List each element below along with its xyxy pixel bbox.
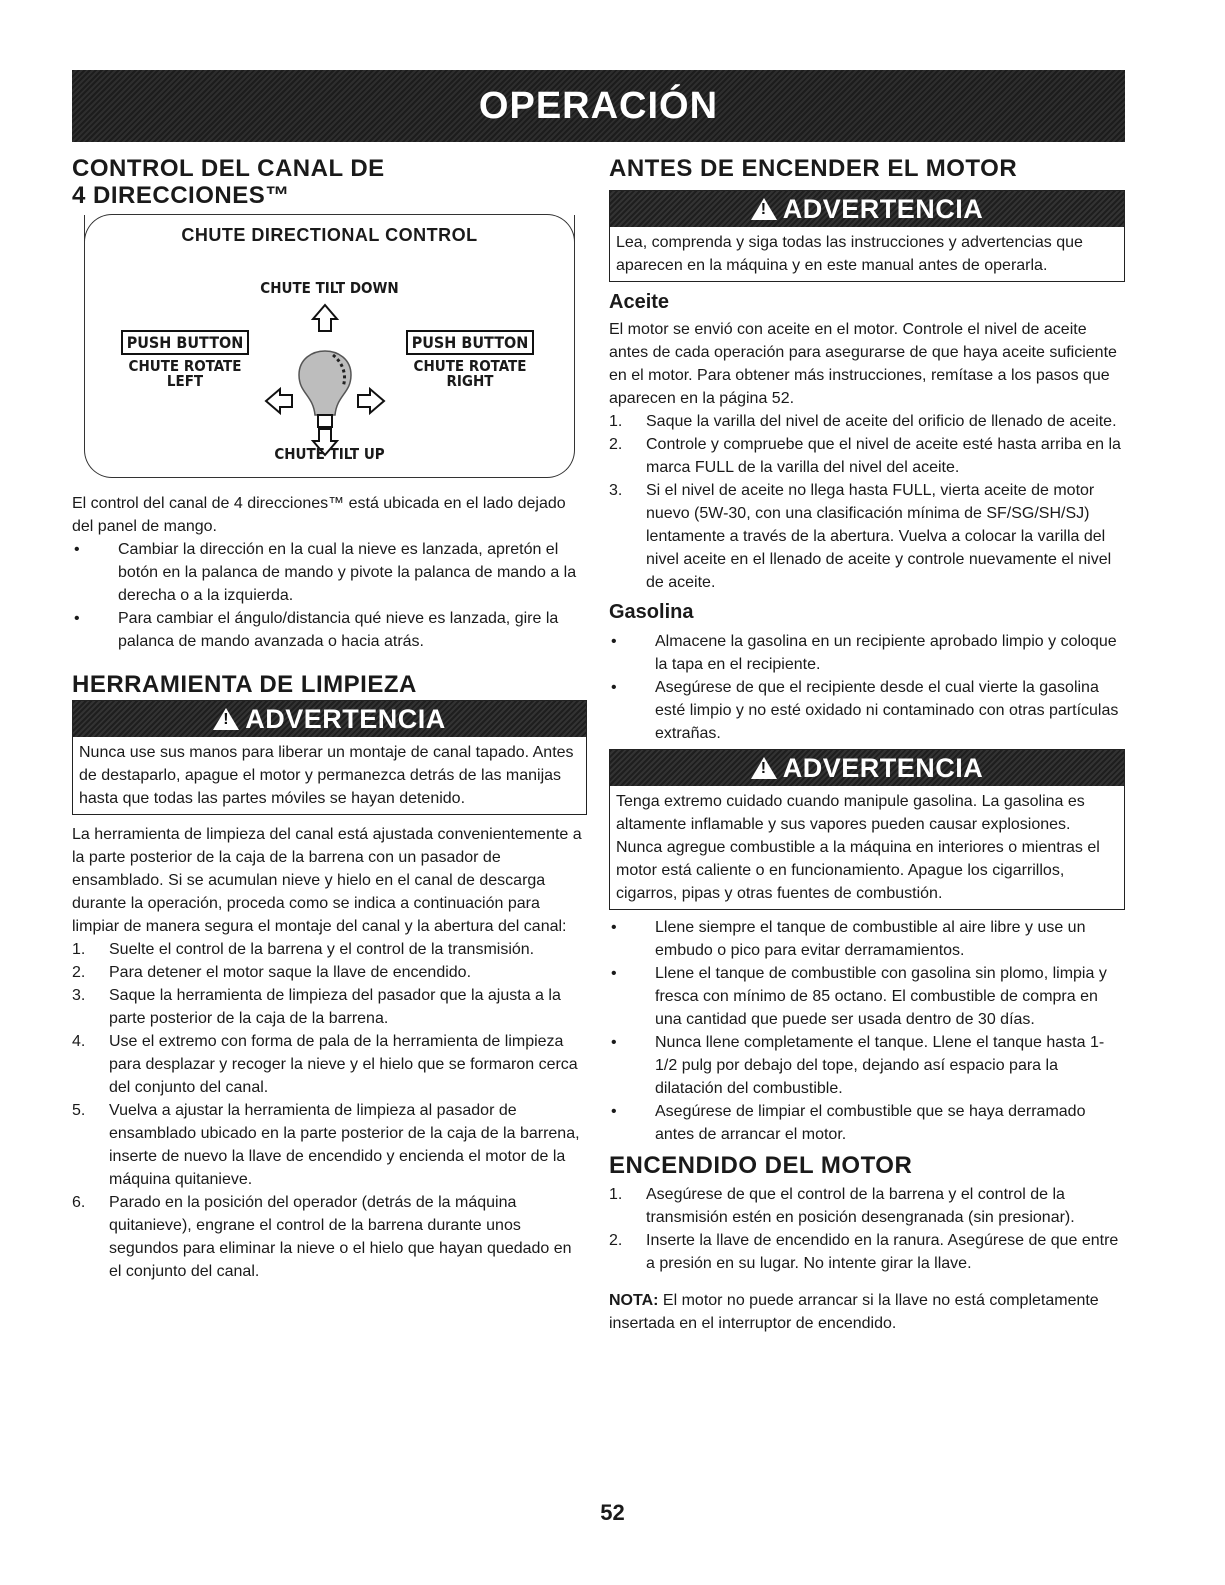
nota-label: NOTA: <box>609 1292 659 1309</box>
left-column <box>72 155 587 1283</box>
herramienta-steps <box>72 938 587 1283</box>
list-item: 5. Vuelva a ajustar la herramienta de limpieza al pasador de ensamblado ubicado en la parte posterior de la caja de la barrena, inserte de nuevo la llave de encendido y encienda el motor de la máquina quitanieve. <box>72 1102 580 1188</box>
right-column <box>609 155 1125 1335</box>
chute-rotate-right-line1: CHUTE ROTATE <box>413 357 527 375</box>
gasolina-heading: Gasolina <box>609 601 694 623</box>
herramienta-intro: La herramienta de limpieza del canal está ajustada convenientemente a la parte posterior de la caja de la barrena con un pasador de ensamblado. Si se acumulan nieve y hielo en el canal de descarga durante la operación, proceda como se indica a continuación para limpiar de manera segura el montaje del canal y la abertura del canal: <box>72 826 582 935</box>
nota-paragraph <box>609 1289 1125 1335</box>
right-push-button-label: PUSH BUTTON <box>395 335 545 351</box>
warning-icon <box>751 198 777 220</box>
aceite-steps <box>609 410 1125 594</box>
warning-box-fuel <box>609 749 1125 910</box>
warning-text: Nunca use sus manos para liberar un montaje de canal tapado. Antes de destaparlo, apague el motor y permanezca detrás de las manijas hasta que todas las partes móviles se hayan detenido. <box>79 744 574 807</box>
tilt-up-label: CHUTE TILT UP <box>274 445 385 463</box>
list-item: 1. Asegúrese de que el control de la barrena y el control de la transmisión estén en posición desengranada (sin presionar). <box>609 1186 1075 1226</box>
list-item: • Almacene la gasolina en un recipiente aprobado limpio y coloque la tapa en el recipiente. <box>609 630 1125 676</box>
warning-box-cleaning <box>72 700 587 815</box>
aceite-intro: El motor se envió con aceite en el motor. Controle el nivel de aceite antes de cada operación para asegurarse de que haya aceite suficiente en el motor. Para obtener más instrucciones, remítase a los pasos que aparecen en la página 52. <box>609 321 1117 407</box>
warning-icon <box>213 708 239 730</box>
encendido-steps <box>609 1183 1125 1275</box>
list-item: • Asegúrese de que el recipiente desde el cual vierte la gasolina esté limpio y no esté oxidado ni contaminado con otras partículas extrañas. <box>609 676 1125 745</box>
warning-text: Tenga extremo cuidado cuando manipule gasolina. La gasolina es altamente inflamable y sus vapores pueden causar explosiones. Nunca agregue combustible a la máquina en interiores o mientras el motor está caliente o en funcionamiento. Apague los cigarrillos, cigarros, pipas y otras fuentes de combustión. <box>616 793 1100 902</box>
canal-heading-line1: CONTROL DEL CANAL DE <box>72 155 385 182</box>
encendido-heading: ENCENDIDO DEL MOTOR <box>609 1152 913 1179</box>
list-item: • Para cambiar el ángulo/distancia qué nieve es lanzada, gire la palanca de mando avanzada o hacia atrás. <box>72 607 587 653</box>
banner-title: OPERACIÓN <box>478 84 719 127</box>
warning-header: ! ADVERTENCIA <box>73 701 586 737</box>
list-item: • Nunca llene completamente el tanque. Llene el tanque hasta 1-1/2 pulg por debajo del tope, dejando así espacio para la dilatación del combustible. <box>609 1031 1125 1100</box>
list-item: 6. Parado en la posición del operador (detrás de la máquina quitanieve), engrane el control de la barrena durante unos segundos para eliminar la nieve o el hielo que hayan quedado en el conjunto del canal. <box>72 1194 572 1280</box>
list-item: • Llene siempre el tanque de combustible al aire libre y use un embudo o pico para evitar derramamientos. <box>609 916 1125 962</box>
aceite-heading: Aceite <box>609 291 670 313</box>
list-item: • Llene el tanque de combustible con gasolina sin plomo, limpia y fresca con mínimo de 85 octano. El combustible de compra en una cantidad que puede ser usada dentro de 30 días. <box>609 962 1125 1031</box>
list-item: 3. Si el nivel de aceite no llega hasta FULL, vierta aceite de motor nuevo (5W-30, con una clasificación mínima de SF/SG/SH/SJ) lentamente a través de la abertura. Vuelva a colocar la varilla del nivel aceite en el llenado de aceite y controle nuevamente el nivel de aceite. <box>609 482 1112 591</box>
arrow-left-icon <box>266 389 292 413</box>
herramienta-heading: HERRAMIENTA DE LIMPIEZA <box>72 671 417 698</box>
canal-intro: El control del canal de 4 direcciones™ está ubicada en el lado dejado del panel de mango. <box>72 495 566 535</box>
list-item: 2. Para detener el motor saque la llave de encendido. <box>72 964 472 981</box>
list-item: 2. Inserte la llave de encendido en la ranura. Asegúrese de que entre a presión en su lugar. No intente girar la llave. <box>609 1232 1119 1272</box>
gasolina-bullets <box>609 630 1125 745</box>
section-banner <box>72 70 1125 142</box>
canal-heading-line2: 4 DIRECCIONES™ <box>72 182 290 209</box>
list-item: • Cambiar la dirección en la cual la nieve es lanzada, apretón el botón en la palanca de mando y pivote la palanca de mando a la derecha o a la izquierda. <box>72 538 587 607</box>
list-item: 3. Saque la herramienta de limpieza del pasador que la ajusta a la parte posterior de la caja de la barrena. <box>72 987 561 1027</box>
warning-icon <box>751 757 777 779</box>
warning-text: Lea, comprenda y siga todas las instrucciones y advertencias que aparecen en la máquina y en este manual antes de operarla. <box>616 234 1083 274</box>
fuel-bullets <box>609 916 1125 1146</box>
chute-rotate-right-line2: RIGHT <box>446 372 494 390</box>
diagram-title: CHUTE DIRECTIONAL CONTROL <box>181 225 478 245</box>
warning-box-operate <box>609 190 1125 282</box>
tilt-down-label: CHUTE TILT DOWN <box>260 279 399 297</box>
list-item: • Asegúrese de limpiar el combustible que se haya derramado antes de arrancar el motor. <box>609 1100 1125 1146</box>
arrow-right-icon <box>358 389 384 413</box>
list-item: 4. Use el extremo con forma de pala de la herramienta de limpieza para desplazar y recoger la nieve y el hielo que se formaron cerca del conjunto del canal. <box>72 1033 578 1096</box>
list-item: 1. Saque la varilla del nivel de aceite del orificio de llenado de aceite. <box>609 413 1117 430</box>
arrow-up-icon <box>313 305 337 331</box>
chute-rotate-left-line1: CHUTE ROTATE <box>128 357 242 375</box>
warning-header: ! ADVERTENCIA <box>610 191 1124 227</box>
list-item: 2. Controle y compruebe que el nivel de aceite esté hasta arriba en la marca FULL de la varilla del nivel del aceite. <box>609 436 1121 476</box>
antes-heading: ANTES DE ENCENDER EL MOTOR <box>609 155 1018 182</box>
left-push-button-label: PUSH BUTTON <box>110 335 260 351</box>
nota-text: El motor no puede arrancar si la llave no está completamente insertada en el interruptor de encendido. <box>609 1292 1099 1332</box>
chute-rotate-left-line2: LEFT <box>166 372 204 390</box>
canal-bullet-list <box>72 538 587 653</box>
chute-control-diagram <box>84 215 575 478</box>
page-number: 52 <box>600 1500 625 1525</box>
warning-header: ! ADVERTENCIA <box>610 750 1124 786</box>
list-item: 1. Suelte el control de la barrena y el control de la transmisión. <box>72 941 535 958</box>
